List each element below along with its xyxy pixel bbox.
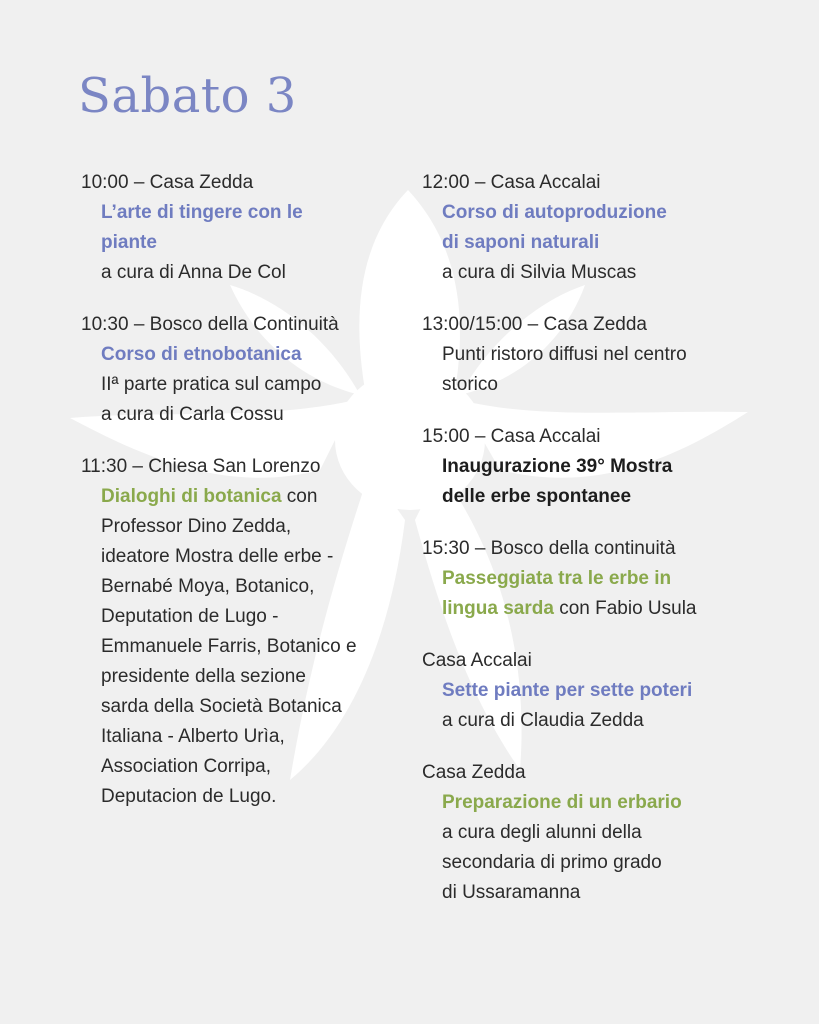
event-detail: Punti ristoro diffusi nel centro bbox=[442, 344, 687, 365]
event-detail: Italiana - Alberto Urìa, bbox=[101, 726, 285, 747]
event-title-suffix: con Fabio Usula bbox=[553, 598, 697, 619]
page-title: Sabato 3 bbox=[78, 68, 297, 124]
event-header: 12:00 – Casa Accalai bbox=[422, 172, 601, 193]
event-title: di saponi naturali bbox=[442, 232, 600, 253]
event-detail: storico bbox=[442, 374, 498, 395]
event-detail: presidente della sezione bbox=[101, 666, 306, 687]
event-detail: a cura di Carla Cossu bbox=[101, 404, 284, 425]
event-detail: IIª parte pratica sul campo bbox=[101, 374, 322, 395]
event-header: 15:30 – Bosco della continuità bbox=[422, 538, 676, 559]
event-header: 10:00 – Casa Zedda bbox=[81, 172, 254, 193]
event-title: Dialoghi di botanica bbox=[101, 486, 282, 507]
event-detail: Bernabé Moya, Botanico, bbox=[101, 576, 315, 597]
event-ristoro bbox=[422, 310, 752, 400]
event-title: delle erbe spontanee bbox=[442, 486, 632, 507]
event-detail: Association Corripa, bbox=[101, 756, 272, 777]
event-title: Passeggiata tra le erbe in bbox=[442, 568, 672, 589]
event-detail: secondaria di primo grado bbox=[442, 852, 662, 873]
event-title: piante bbox=[101, 232, 157, 253]
event-header: 13:00/15:00 – Casa Zedda bbox=[422, 314, 648, 335]
event-header: 11:30 – Chiesa San Lorenzo bbox=[81, 456, 321, 477]
event-detail: sarda della Società Botanica bbox=[101, 696, 342, 717]
event-header: Casa Accalai bbox=[422, 650, 532, 671]
event-header: 10:30 – Bosco della Continuità bbox=[81, 314, 339, 335]
event-etnobotanica bbox=[81, 310, 401, 430]
event-header: Casa Zedda bbox=[422, 762, 526, 783]
event-detail: a cura di Claudia Zedda bbox=[442, 710, 644, 731]
event-dialoghi bbox=[81, 452, 401, 812]
event-title: Preparazione di un erbario bbox=[442, 792, 682, 813]
event-detail: a cura degli alunni della bbox=[442, 822, 642, 843]
event-title: L’arte di tingere con le bbox=[101, 202, 303, 223]
event-title: Inaugurazione 39° Mostra bbox=[442, 456, 673, 477]
event-title-line bbox=[422, 594, 752, 624]
event-detail: Deputacion de Lugo. bbox=[101, 786, 277, 807]
left-column bbox=[81, 168, 401, 834]
event-tingere bbox=[81, 168, 401, 288]
event-detail: Professor Dino Zedda, bbox=[101, 516, 292, 537]
event-detail: Deputation de Lugo - bbox=[101, 606, 279, 627]
event-passeggiata bbox=[422, 534, 752, 624]
event-erbario bbox=[422, 758, 752, 908]
event-detail: a cura di Anna De Col bbox=[101, 262, 286, 283]
event-detail: ideatore Mostra delle erbe - bbox=[101, 546, 334, 567]
event-title-line bbox=[81, 482, 401, 512]
right-column bbox=[422, 168, 752, 930]
event-detail: a cura di Silvia Muscas bbox=[442, 262, 637, 283]
event-detail: Emmanuele Farris, Botanico e bbox=[101, 636, 357, 657]
event-sette-piante bbox=[422, 646, 752, 736]
event-title: Corso di autoproduzione bbox=[442, 202, 667, 223]
event-title: lingua sarda bbox=[442, 598, 554, 619]
event-header: 15:00 – Casa Accalai bbox=[422, 426, 601, 447]
event-title: Sette piante per sette poteri bbox=[442, 680, 693, 701]
event-title-suffix: con bbox=[281, 486, 318, 507]
event-saponi bbox=[422, 168, 752, 288]
event-inaugurazione bbox=[422, 422, 752, 512]
event-title: Corso di etnobotanica bbox=[101, 344, 302, 365]
event-detail: di Ussaramanna bbox=[442, 882, 581, 903]
